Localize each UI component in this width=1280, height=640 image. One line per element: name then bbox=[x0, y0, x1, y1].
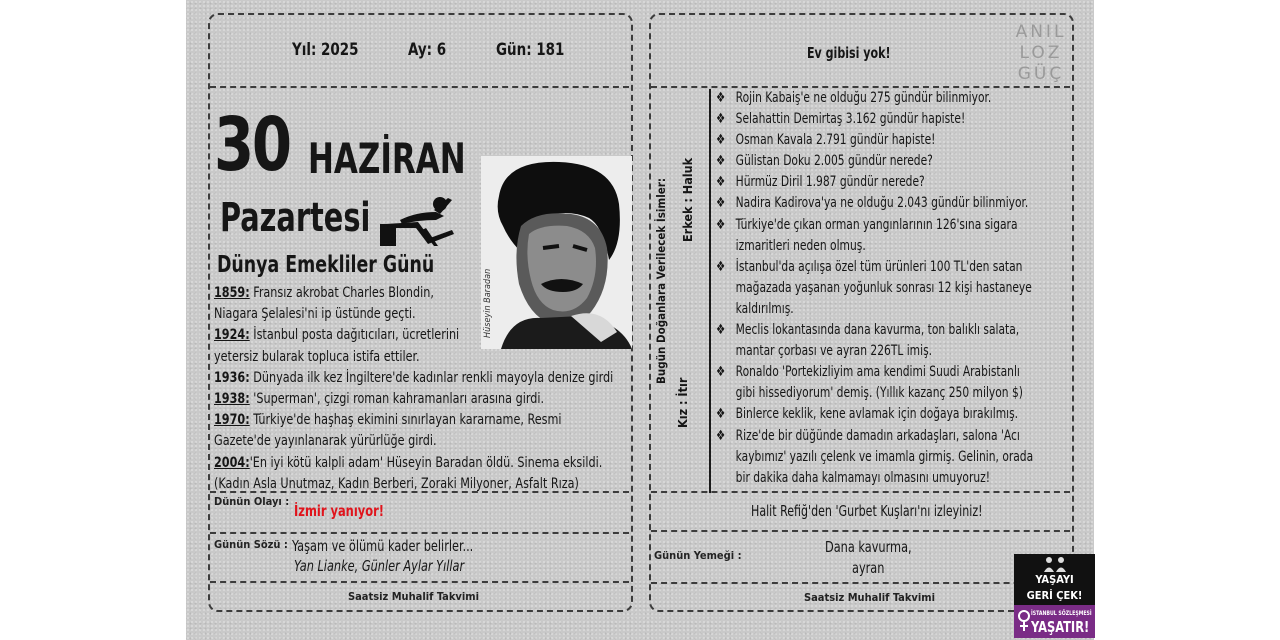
divider bbox=[651, 491, 1070, 493]
history-item: yetersiz bularak topluca istifa ettiler. bbox=[214, 348, 420, 365]
history-item: 1859: Fransız akrobat Charles Blondin, bbox=[214, 285, 434, 301]
history-item: (Kadın Asla Unutmaz, Kadın Berberi, Zoraki Milyoner, Asfalt Rıza) bbox=[214, 475, 579, 492]
bullet-icon: ❖ bbox=[716, 322, 726, 339]
divider bbox=[651, 582, 1070, 584]
bullet-icon: ❖ bbox=[716, 174, 726, 191]
baby-name-female: Kız : İtır bbox=[675, 377, 690, 428]
badge-line-2: GERİ ÇEK! bbox=[1026, 589, 1083, 602]
news-item: ❖ Meclis lokantasında dana kavurma, ton balıklı salata, mantar çorbası ve ayran 226TL imiş. bbox=[716, 322, 1020, 360]
bullet-icon: ❖ bbox=[716, 90, 726, 106]
divider bbox=[210, 581, 629, 583]
meal-line-2: ayran bbox=[852, 559, 885, 577]
istanbul-convention-badge bbox=[1014, 554, 1095, 638]
baby-names-title: Bugün Doğanlara Verilecek İsimler: bbox=[654, 177, 668, 384]
news-item: ❖ Türkiye'de çıkan orman yangınlarının 126'sına sigara izmaritleri neden olmuş. bbox=[716, 216, 1018, 254]
news-divider bbox=[709, 89, 711, 493]
yesterday-event-label: Dünün Olayı : bbox=[214, 495, 290, 508]
badge-line-1: YAŞAYI bbox=[1035, 573, 1074, 586]
bullet-icon: ❖ bbox=[716, 364, 726, 381]
news-item: ❖ Gülistan Doku 2.005 gündür nerede? bbox=[716, 151, 1060, 172]
badge-line-3: İSTANBUL SÖZLEŞMESİ bbox=[1031, 609, 1092, 617]
lounge-chair-icon bbox=[378, 190, 460, 250]
movie-recommendation: Halit Refiğ'den 'Gurbet Kuşları'nı izleyiniz! bbox=[751, 502, 983, 520]
bullet-icon: ❖ bbox=[716, 153, 726, 170]
quote-author: Yan Lianke, Günler Aylar Yıllar bbox=[294, 557, 465, 575]
history-item: 1924: İstanbul posta dağıtıcıları, ücretlerini bbox=[214, 327, 460, 344]
right-header: Ev gibisi yok! bbox=[807, 44, 891, 62]
bullet-icon: ❖ bbox=[716, 258, 726, 275]
news-list bbox=[716, 88, 1060, 489]
history-list bbox=[214, 283, 618, 495]
news-item: ❖ Ronaldo 'Portekizliyim ama kendimi Suudi Arabistanlı gibi hissediyorum' demiş. (Yıllık kazanç 250 milyon $) bbox=[716, 364, 1023, 402]
news-item: ❖ Rize'de bir düğünde damadın arkadaşları, salona 'Acı kaybımız' yazılı çelenk ve imamla girmiş. Gelinin, orada bir dakika daha kalmamayı olmasını umuyoruz! bbox=[716, 427, 1034, 486]
news-item: ❖ Osman Kavala 2.791 gündür hapiste! bbox=[716, 130, 1060, 151]
news-item: ❖ İstanbul'da açılışa özel tüm ürünleri 100 TL'den satan mağazada yaşanan yoğunluk sonrası 12 kişi hastaneye kaldırılmış. bbox=[716, 258, 1032, 317]
bullet-icon: ❖ bbox=[716, 132, 726, 149]
news-item: ❖ Selahattin Demirtaş 3.162 gündür hapiste! bbox=[716, 109, 1060, 130]
month-number-label: Ay: 6 bbox=[408, 40, 447, 60]
bullet-icon: ❖ bbox=[716, 427, 726, 444]
history-item: 2004:'En iyi kötü kalpli adam' Hüseyin Baradan öldü. Sinema eksildi. bbox=[214, 454, 603, 471]
divider bbox=[651, 530, 1070, 532]
bullet-icon: ❖ bbox=[716, 195, 726, 212]
meal-label: Günün Yemeği : bbox=[654, 549, 742, 562]
meal-line-1: Dana kavurma, bbox=[825, 538, 912, 556]
news-item: ❖ Binlerce keklik, kene avlamak için doğaya bırakılmış. bbox=[716, 404, 1060, 425]
special-day: Dünya Emekliler Günü bbox=[217, 252, 435, 278]
history-item: Niagara Şelalesi'ni ip üstünde geçti. bbox=[214, 306, 416, 323]
history-item: 1938: 'Superman', çizgi roman kahramanları arasına girdi. bbox=[214, 391, 545, 408]
anil-loz-guc-logo: ANIL LOZ GÜÇ bbox=[1015, 22, 1067, 84]
history-item: Gazete'de yayınlanarak yürürlüğe girdi. bbox=[214, 433, 437, 450]
weekday-name: Pazartesi bbox=[220, 195, 371, 241]
news-item: ❖ Nadira Kadirova'ya ne olduğu 2.043 gündür bilinmiyor. bbox=[716, 193, 1060, 214]
yesterday-event-value: İzmir yanıyor! bbox=[294, 502, 385, 520]
news-item: ❖ Rojin Kabaiş'e ne olduğu 275 gündür bilinmiyor. bbox=[716, 88, 1060, 109]
day-number: 30 bbox=[214, 102, 290, 188]
baby-name-male: Erkek : Haluk bbox=[680, 157, 695, 242]
bullet-icon: ❖ bbox=[716, 216, 726, 233]
year-label: Yıl: 2025 bbox=[292, 40, 359, 60]
divider bbox=[210, 86, 629, 88]
history-item: 1936: Dünyada ilk kez İngiltere'de kadınlar renkli mayoyla denize girdi bbox=[214, 369, 614, 386]
day-of-year-label: Gün: 181 bbox=[496, 40, 565, 60]
bullet-icon: ❖ bbox=[716, 111, 726, 128]
divider bbox=[210, 532, 629, 534]
news-item: ❖ Hürmüz Diril 1.987 gündür nerede? bbox=[716, 172, 1060, 193]
footer-right: Saatsiz Muhalif Takvimi bbox=[804, 591, 935, 604]
month-name: HAZİRAN bbox=[308, 134, 466, 183]
bullet-icon: ❖ bbox=[716, 406, 726, 423]
venus-icon bbox=[1017, 610, 1031, 636]
history-item: 1970: Türkiye'de haşhaş ekimini sınırlayan kararname, Resmi bbox=[214, 412, 562, 429]
badge-line-4: YAŞATIR! bbox=[1031, 618, 1090, 636]
quote-label: Günün Sözü : bbox=[214, 538, 288, 551]
quote-text: Yaşam ve ölümü kader belirler... bbox=[292, 537, 474, 555]
footer-left: Saatsiz Muhalif Takvimi bbox=[348, 590, 479, 603]
portrait-caption: Hüseyin Baradan bbox=[483, 268, 493, 338]
